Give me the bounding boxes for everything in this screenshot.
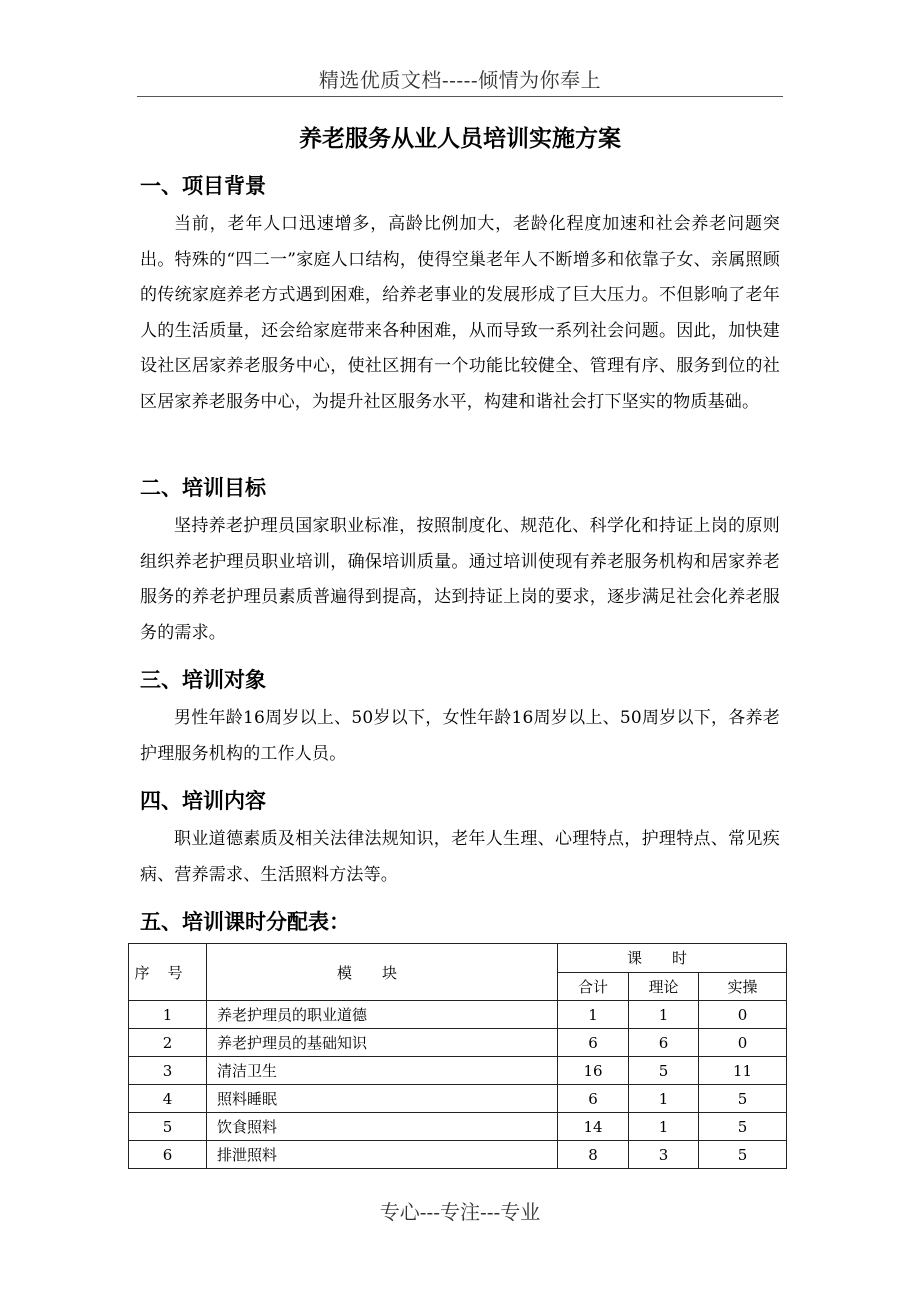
cell-total: 6	[558, 1029, 629, 1057]
header-divider	[137, 96, 783, 97]
table-row	[129, 1029, 787, 1057]
table-row	[129, 1001, 787, 1029]
cell-module: 养老护理员的基础知识	[207, 1029, 558, 1057]
section-body-target: 男性年龄16周岁以上、50岁以下，女性年龄16周岁以上、50周岁以下，各养老护理服务机构的工作人员。	[140, 708, 780, 764]
table-row	[129, 1113, 787, 1141]
header-hours: 课时	[558, 944, 787, 973]
cell-seq: 2	[129, 1029, 207, 1057]
section-body-content: 职业道德素质及相关法律法规知识，老年人生理、心理特点，护理特点、常见疾病、营养需求、生活照料方法等。	[140, 829, 780, 885]
page-header: 精选优质文档-----倾情为你奉上	[318, 68, 602, 92]
cell-theory: 6	[629, 1029, 699, 1057]
cell-practice: 0	[699, 1001, 787, 1029]
section-body-background: 当前，老年人口迅速增多，高龄比例加大，老龄化程度加速和社会养老问题突出。特殊的“四二一”家庭人口结构，使得空巢老年人不断增多和依靠子女、亲属照顾的传统家庭养老方式遇到困难，给养老事业的发展形成了巨大压力。不但影响了老年人的生活质量，还会给家庭带来各种困难，从而导致一系列社会问题。因此，加快建设社区居家养老服务中心，使社区拥有一个功能比较健全、管理有序、服务到位的社区居家养老服务中心，为提升社区服务水平，构建和谐社会打下坚实的物质基础。	[140, 214, 780, 412]
cell-seq: 1	[129, 1001, 207, 1029]
cell-theory: 3	[629, 1141, 699, 1169]
cell-theory: 5	[629, 1057, 699, 1085]
cell-total: 14	[558, 1113, 629, 1141]
section-body-goal: 坚持养老护理员国家职业标准，按照制度化、规范化、科学化和持证上岗的原则组织养老护理员职业培训，确保培训质量。通过培训使现有养老服务机构和居家养老服务的养老护理员素质普遍得到提高，达到持证上岗的要求，逐步满足社会化养老服务的需求。	[140, 516, 780, 643]
cell-module: 养老护理员的职业道德	[207, 1001, 558, 1029]
section-heading-goal: 二、培训目标	[140, 476, 266, 500]
cell-total: 1	[558, 1001, 629, 1029]
section-heading-content: 四、培训内容	[140, 789, 266, 813]
cell-module: 清洁卫生	[207, 1057, 558, 1085]
hours-allocation-table	[128, 943, 787, 1169]
cell-practice: 0	[699, 1029, 787, 1057]
cell-total: 16	[558, 1057, 629, 1085]
cell-theory: 1	[629, 1085, 699, 1113]
cell-seq: 6	[129, 1141, 207, 1169]
cell-total: 6	[558, 1085, 629, 1113]
header-practice: 实操	[699, 972, 787, 1001]
cell-seq: 5	[129, 1113, 207, 1141]
cell-seq: 3	[129, 1057, 207, 1085]
section-heading-target: 三、培训对象	[140, 668, 266, 692]
header-seq: 序号	[129, 944, 207, 1001]
cell-practice: 11	[699, 1057, 787, 1085]
header-module: 模块	[207, 944, 558, 1001]
cell-module: 饮食照料	[207, 1113, 558, 1141]
cell-theory: 1	[629, 1113, 699, 1141]
cell-practice: 5	[699, 1141, 787, 1169]
cell-theory: 1	[629, 1001, 699, 1029]
table-row	[129, 1057, 787, 1085]
table-header-row	[129, 944, 787, 973]
header-theory: 理论	[629, 972, 699, 1001]
cell-practice: 5	[699, 1113, 787, 1141]
cell-total: 8	[558, 1141, 629, 1169]
page-footer: 专心---专注---专业	[379, 1200, 541, 1224]
section-heading-background: 一、项目背景	[140, 174, 266, 198]
table-row	[129, 1141, 787, 1169]
cell-module: 排泄照料	[207, 1141, 558, 1169]
cell-practice: 5	[699, 1085, 787, 1113]
cell-module: 照料睡眠	[207, 1085, 558, 1113]
table-row	[129, 1085, 787, 1113]
document-title: 养老服务从业人员培训实施方案	[299, 126, 621, 152]
cell-seq: 4	[129, 1085, 207, 1113]
header-total: 合计	[558, 972, 629, 1001]
section-heading-hours-table: 五、培训课时分配表：	[140, 910, 350, 934]
